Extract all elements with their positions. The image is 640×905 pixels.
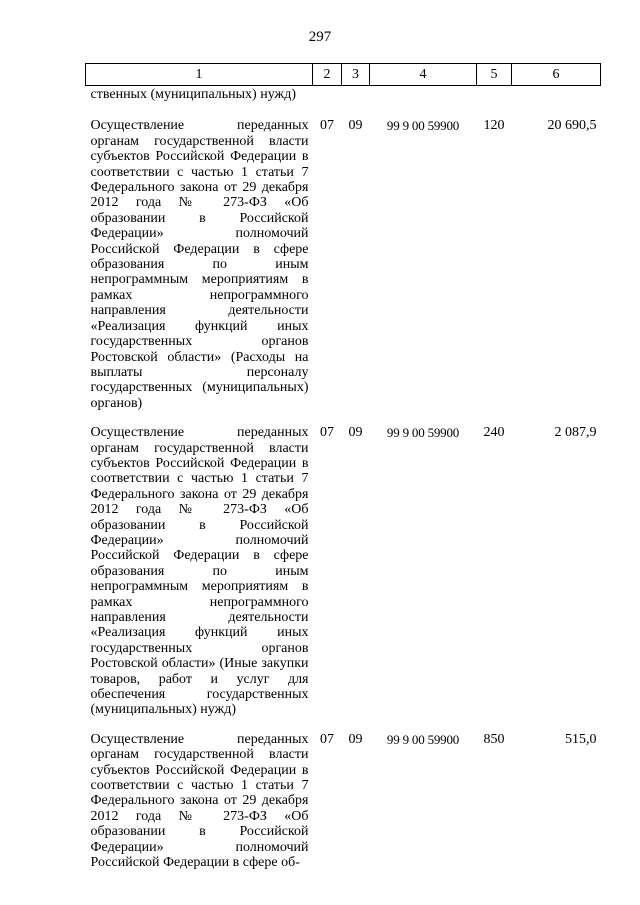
- continuation-row: [86, 86, 601, 103]
- row-pr: 09: [348, 731, 363, 747]
- row-csr: 99 9 00 59900: [386, 118, 460, 134]
- row-amount: 515,0: [565, 731, 597, 747]
- row-pr: 09: [348, 118, 363, 134]
- header-col-3: 3: [342, 64, 370, 86]
- continuation-text: ственных (муниципальных) нужд): [90, 87, 296, 102]
- table-row: [86, 718, 601, 871]
- header-col-2: 2: [313, 64, 342, 86]
- table-row: [86, 411, 601, 718]
- row-rz: 07: [320, 731, 334, 747]
- row-amount: 2 087,9: [554, 425, 597, 441]
- row-vr: 240: [483, 425, 505, 441]
- header-col-4: 4: [370, 64, 477, 86]
- row-vr: 850: [483, 731, 505, 747]
- row-csr: 99 9 00 59900: [386, 425, 460, 441]
- row-rz: 07: [320, 425, 334, 441]
- page-number: 297: [308, 29, 332, 45]
- row-pr: 09: [348, 425, 363, 441]
- budget-table: [85, 63, 601, 871]
- table-header-row: [86, 64, 601, 86]
- row-csr: 99 9 00 59900: [386, 731, 460, 747]
- header-col-5: 5: [477, 64, 512, 86]
- row-description: Осуществление переданных органам государственной власти субъектов Российской Федерации в соответствии с частью 1 статьи 7 Федерального закона от 29 декабря 2012 года № 273-ФЗ «Об образовании в Российской Федерации» полномочий Российской Федерации в сфере образования по иным непрограммным мероприятиям в рамках непрограммного направления деятельности «Реализация функций иных государственных органов Ростовской области» (Иные закупки товаров, работ и услуг для обеспечения государственных (муниципальных) нужд): [90, 425, 309, 718]
- row-description: Осуществление переданных органам государственной власти субъектов Российской Федерации в соответствии с частью 1 статьи 7 Федерального закона от 29 декабря 2012 года № 273-ФЗ «Об образовании в Российской Федерации» полномочий Российской Федерации в сфере образования по иным непрограммным мероприятиям в рамках непрограммного направления деятельности «Реализация функций иных государственных органов Ростовской области» (Расходы на выплаты персоналу государственных (муниципальных) органов): [90, 118, 309, 411]
- row-description: Осуществление переданных органам государственной власти субъектов Российской Федерации в соответствии с частью 1 статьи 7 Федерального закона от 29 декабря 2012 года № 273-ФЗ «Об образовании в Российской Федерации» полномочий Российской Федерации в сфере об-: [90, 731, 309, 871]
- row-rz: 07: [320, 118, 334, 134]
- header-col-1: 1: [86, 64, 313, 86]
- row-amount: 20 690,5: [547, 118, 597, 134]
- table-row: [86, 102, 601, 411]
- header-col-6: 6: [512, 64, 601, 86]
- row-vr: 120: [483, 118, 505, 134]
